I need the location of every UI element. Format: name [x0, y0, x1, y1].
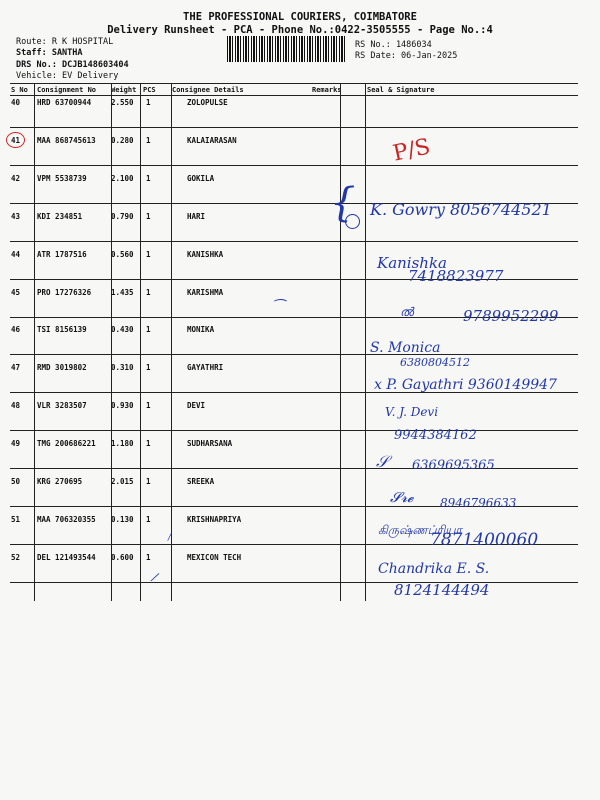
barcode	[227, 36, 347, 62]
row-consignment: MAA 706320355	[37, 515, 96, 524]
row-consignee: MEXICON TECH	[187, 553, 242, 562]
signature-mark-50: 𝓢𝓻𝓮	[390, 490, 414, 506]
staff-text: Staff: SANTHA	[16, 48, 83, 58]
drs-text: DRS No.: DCJB148603404	[16, 60, 129, 70]
table-row	[0, 401, 600, 438]
rs-date: RS Date: 06-Jan-2025	[355, 51, 458, 61]
row-consignment: PRO 17276326	[37, 288, 92, 297]
row-consignment: HRD 63700944	[37, 98, 92, 107]
vehicle-text: Vehicle: EV Delivery	[16, 71, 119, 81]
row-sno: 47	[11, 363, 21, 372]
row-consignee: SREEKA	[187, 477, 215, 486]
row-weight: 2.550	[111, 98, 134, 107]
red-circle-mark	[6, 132, 25, 148]
col-header-weight: Weight	[111, 86, 137, 94]
pen-tick: /	[168, 533, 172, 543]
row-consignment: RMD 3019802	[37, 363, 87, 372]
signature-row-48: V. J. Devi	[385, 405, 439, 419]
row-consignee: SUDHARSANA	[187, 439, 233, 448]
col-header-consignee: Consignee Details	[172, 86, 244, 94]
row-weight: 0.790	[111, 212, 134, 221]
col-header-remarks: Remarks	[312, 86, 342, 94]
row-consignment: TSI 8156139	[37, 325, 87, 334]
row-consignee: GOKILA	[187, 174, 215, 183]
table-row	[0, 136, 600, 173]
col-header-seal: Seal & Signature	[367, 86, 435, 94]
row-pcs: 1	[146, 212, 151, 221]
row-divider	[10, 241, 578, 242]
row-weight: 0.130	[111, 515, 134, 524]
phone-row-49: 6369695365	[412, 458, 495, 473]
table-row	[0, 98, 600, 135]
row-pcs: 1	[146, 250, 151, 259]
row-weight: 0.280	[111, 136, 134, 145]
row-consignee: HARI	[187, 212, 206, 221]
row-weight: 2.100	[111, 174, 134, 183]
row-divider	[10, 127, 578, 128]
row-consignee: MONIKA	[187, 325, 215, 334]
col-header-consignment: Consignment No	[37, 86, 97, 94]
signature-row-44: Kanishka	[377, 254, 447, 272]
row-weight: 2.015	[111, 477, 134, 486]
signature-row-41: P/S	[390, 134, 433, 167]
signature-mark-49: 𝒮	[376, 452, 389, 471]
row-consignment: ATR 1787516	[37, 250, 87, 259]
row-consignment: VPM 5538739	[37, 174, 87, 183]
signature-row-51: கிருஷ்ணப்ரியா	[378, 523, 462, 537]
row-sno: 51	[11, 515, 21, 524]
row-pcs: 1	[146, 98, 151, 107]
row-pcs: 1	[146, 401, 151, 410]
route-text: Route: R K HOSPITAL	[16, 37, 114, 47]
row-divider	[10, 582, 578, 583]
row-consignment: KDI 234851	[37, 212, 83, 221]
phone-row-46: 6380804512	[400, 356, 470, 369]
row-weight: 0.430	[111, 325, 134, 334]
row-pcs: 1	[146, 439, 151, 448]
row-sno: 50	[11, 477, 21, 486]
row-weight: 1.180	[111, 439, 134, 448]
row-sno: 42	[11, 174, 21, 183]
bracket-mark: {	[330, 180, 356, 226]
row-weight: 0.930	[111, 401, 134, 410]
rs-number: RS No.: 1486034	[355, 40, 432, 50]
row-sno: 44	[11, 250, 21, 259]
row-divider	[10, 354, 578, 355]
phone-row-51: 7871400060	[430, 530, 539, 550]
row-sno: 41	[11, 136, 21, 145]
row-divider	[10, 430, 578, 431]
row-pcs: 1	[146, 136, 151, 145]
row-weight: 0.560	[111, 250, 134, 259]
table-row	[0, 439, 600, 476]
signature-row-46: S. Monica	[370, 340, 441, 356]
table-row	[0, 250, 600, 287]
row-weight: 0.600	[111, 553, 134, 562]
row-consignment: TMG 200686221	[37, 439, 96, 448]
row-consignee: KARISHMA	[187, 288, 224, 297]
sheet-title: Delivery Runsheet - PCA - Phone No.:0422-3505555 - Page No.:4	[107, 24, 493, 36]
col-header-pcs: PCS	[143, 86, 156, 94]
row-weight: 0.310	[111, 363, 134, 372]
signature-row-52: Chandrika E. S.	[378, 561, 490, 577]
table-row	[0, 553, 600, 590]
tick-mark: ⁀	[272, 300, 284, 316]
row-pcs: 1	[146, 325, 151, 334]
circle-mark	[345, 214, 360, 229]
col-header-sno: S No	[11, 86, 28, 94]
signature-mark-45: ൽ	[400, 305, 414, 319]
row-consignment: KRG 270695	[37, 477, 83, 486]
row-divider	[10, 165, 578, 166]
row-sno: 43	[11, 212, 21, 221]
row-pcs: 1	[146, 553, 151, 562]
row-pcs: 1	[146, 363, 151, 372]
row-weight: 1.435	[111, 288, 134, 297]
signature-row-42: K. Gowry 8056744521	[370, 200, 552, 219]
row-sno: 49	[11, 439, 21, 448]
row-sno: 52	[11, 553, 21, 562]
row-consignment: DEL 121493544	[37, 553, 96, 562]
row-consignee: GAYATHRI	[187, 363, 224, 372]
row-pcs: 1	[146, 174, 151, 183]
row-sno: 45	[11, 288, 21, 297]
pen-tick: /	[150, 569, 160, 585]
row-consignment: MAA 868745613	[37, 136, 96, 145]
phone-row-52: 8124144494	[394, 581, 490, 599]
row-consignee: KANISHKA	[187, 250, 224, 259]
row-sno: 48	[11, 401, 21, 410]
phone-row-45: 9789952299	[463, 307, 559, 325]
phone-row-48: 9944384162	[394, 428, 477, 443]
row-pcs: 1	[146, 515, 151, 524]
table-top-border	[10, 83, 578, 84]
phone-row-50: 8946796633	[440, 496, 517, 510]
row-consignee: KALAIARASAN	[187, 136, 237, 145]
row-sno: 46	[11, 325, 21, 334]
row-consignee: DEVI	[187, 401, 206, 410]
row-consignee: ZOLOPULSE	[187, 98, 228, 107]
row-consignment: VLR 3283507	[37, 401, 87, 410]
company-title: THE PROFESSIONAL COURIERS, COIMBATORE	[183, 11, 417, 23]
table-row	[0, 325, 600, 362]
row-sno: 40	[11, 98, 21, 107]
signature-row-47: x P. Gayathri 9360149947	[374, 377, 557, 393]
row-pcs: 1	[146, 477, 151, 486]
row-pcs: 1	[146, 288, 151, 297]
row-consignee: KRISHNAPRIYA	[187, 515, 242, 524]
phone-row-44: 7418823977	[408, 267, 504, 285]
header-bottom-border	[10, 95, 578, 96]
